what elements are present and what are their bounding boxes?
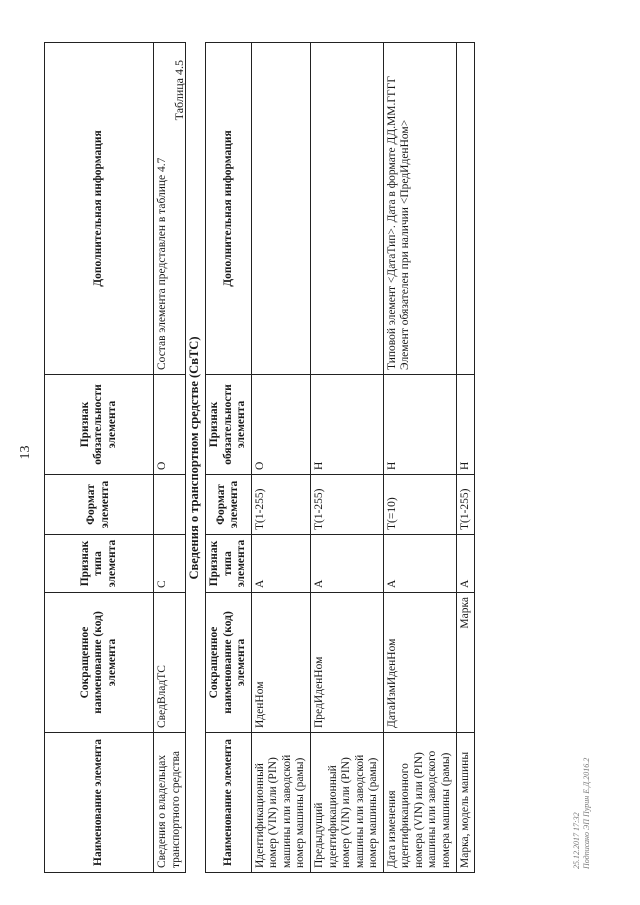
cell-format: T(1-255) [310, 475, 383, 535]
header-required: Признак обязательности элемента [45, 375, 154, 475]
cell-element-name: Сведения о владельцах транспортного средства [154, 733, 186, 873]
vehicle-info-table [205, 42, 475, 873]
cell-format: T(1-255) [456, 475, 475, 535]
cell-required: Н [456, 375, 475, 475]
cell-additional-info [310, 43, 383, 375]
cell-additional-info [251, 43, 310, 375]
header-short-name: Сокращенное наименование (код) элемента [45, 593, 154, 733]
cell-short-name: Марка [456, 593, 475, 733]
header-element-name: Наименование элемента [206, 733, 252, 873]
cell-element-name: Предыдущий идентификационный номер (VIN) или (PIN) машины или заводской номер машины (рамы) [310, 733, 383, 873]
cell-format [154, 475, 186, 535]
cell-additional-info: Типовой элемент <ДатаТип>. Дата в формате ДД.ММ.ГГГГ Элемент обязателен при наличии <ПредИденНом> [383, 43, 456, 375]
cell-element-name: Дата изменения идентификационного номера (VIN) или (PIN) машины или заводского номера машины (рамы) [383, 733, 456, 873]
cell-required: О [154, 375, 186, 475]
table-header-row [206, 43, 252, 873]
cell-required: Н [383, 375, 456, 475]
cell-required: Н [310, 375, 383, 475]
header-type: Признак типа элемента [45, 535, 154, 593]
table-caption: Таблица 4.5 [172, 60, 186, 121]
table-row [310, 43, 383, 873]
cell-additional-info [456, 43, 475, 375]
cell-element-name: Идентификационный номер (VIN) или (PIN) машины или заводской номер машины (рамы) [251, 733, 310, 873]
signature-date: 25.12.2017 17:32 [572, 812, 581, 869]
table-header-row [45, 43, 154, 873]
header-element-name: Наименование элемента [45, 733, 154, 873]
cell-short-name: СведВладТС [154, 593, 186, 733]
cell-type: С [154, 535, 186, 593]
table-row [456, 43, 475, 873]
table-row [251, 43, 310, 873]
cell-short-name: ИденНом [251, 593, 310, 733]
cell-required: О [251, 375, 310, 475]
signature-text: Подписано ЭП Пурин Е.Д.2016.2 [582, 757, 591, 869]
cell-type: А [251, 535, 310, 593]
section-title: Сведения о транспортном средстве (СвТС) [187, 336, 201, 580]
header-format: Формат элемента [206, 475, 252, 535]
header-required: Признак обязательности элемента [206, 375, 252, 475]
cell-element-name: Марка, модель машины [456, 733, 475, 873]
cell-type: А [456, 535, 475, 593]
header-short-name: Сокращенное наименование (код) элемента [206, 593, 252, 733]
table-row [383, 43, 456, 873]
table-row [154, 43, 186, 873]
page-number: 13 [18, 445, 33, 460]
elements-table-continued [44, 42, 186, 873]
header-additional-info: Дополнительная информация [45, 43, 154, 375]
signature-stamp [572, 758, 592, 869]
header-type: Признак типа элемента [206, 535, 252, 593]
cell-type: А [383, 535, 456, 593]
cell-type: А [310, 535, 383, 593]
cell-format: T(=10) [383, 475, 456, 535]
header-additional-info: Дополнительная информация [206, 43, 252, 375]
cell-format: T(1-255) [251, 475, 310, 535]
cell-additional-info: Состав элемента представлен в таблице 4.7 [154, 43, 186, 375]
cell-short-name: ДатаИзмИденНом [383, 593, 456, 733]
header-format: Формат элемента [45, 475, 154, 535]
cell-short-name: ПредИденНом [310, 593, 383, 733]
